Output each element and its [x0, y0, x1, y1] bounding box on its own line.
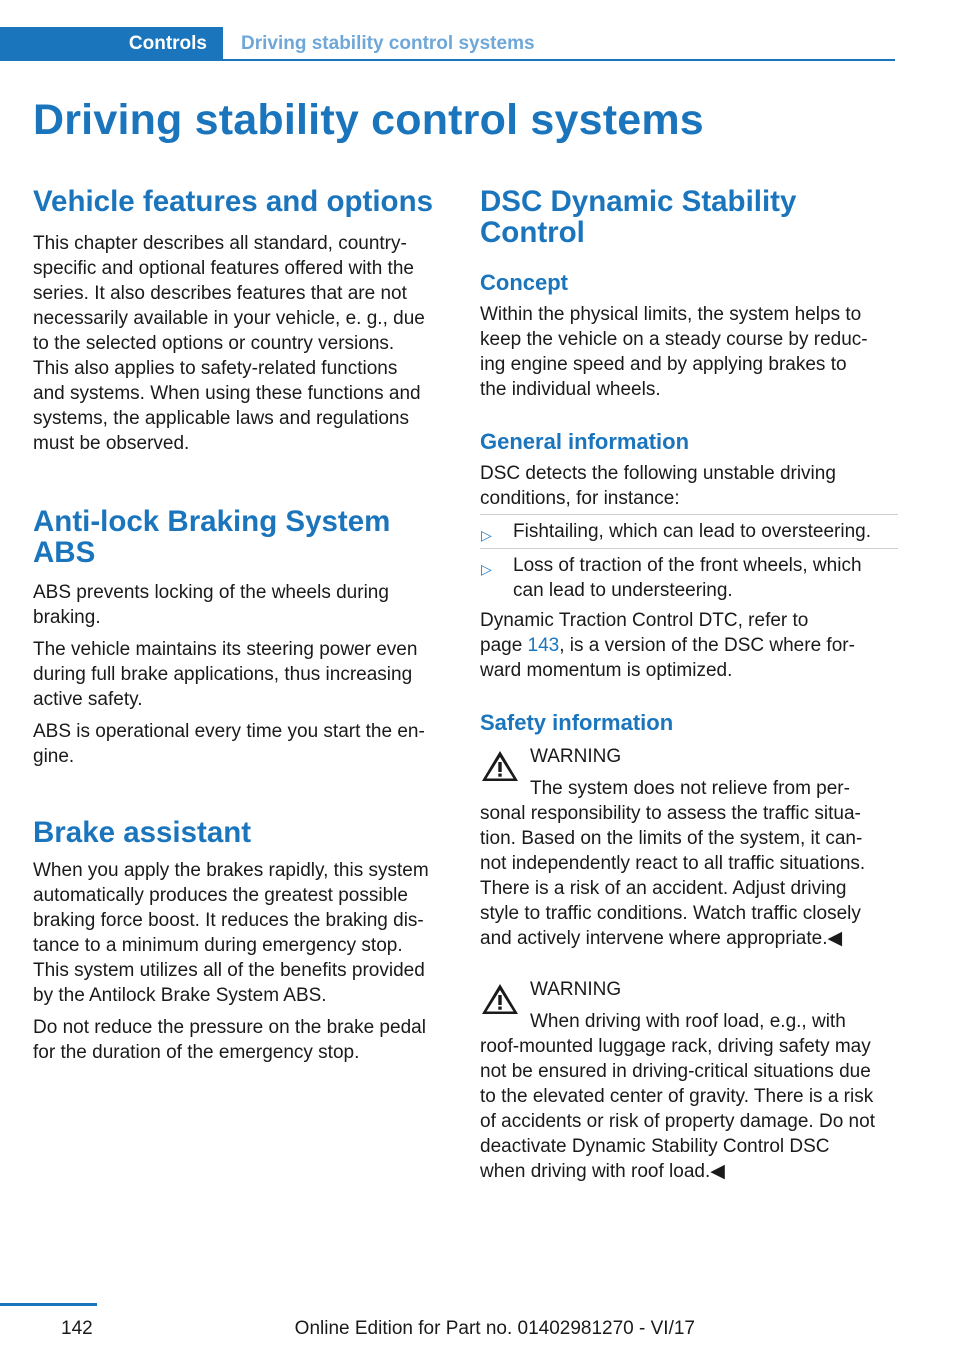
warning-box-2	[480, 977, 898, 1184]
general-information-heading: General information	[480, 429, 690, 454]
section-title-header[interactable]: Driving stability control systems	[241, 33, 535, 54]
page-143-link[interactable]: 143	[527, 635, 560, 656]
abs-heading: Anti-lock Braking System ABS	[33, 505, 391, 569]
header-rule	[223, 59, 895, 61]
right-column	[480, 186, 898, 1184]
chapter-title: Driving stability control systems	[33, 96, 704, 144]
warning-label: WARNING	[530, 979, 622, 1000]
warning-triangle-icon	[480, 981, 520, 1017]
brake-assistant-paragraph-1: When you apply the brakes rapidly, this system automatically produces the greatest possible braking force boost. It reduces the braking dis- tance to a minimum during emergency stop. This system utilizes all of the benefits provided by the Antilock Brake System ABS.	[33, 860, 429, 1006]
list-item: ▷ Fishtailing, which can lead to oversteering.	[480, 514, 898, 548]
warning-2-text: When driving with roof load, e.g., with roof-mounted luggage rack, driving safety may not be ensured in driving-critical situations due to the elevated center of gravity. There is a risk of accidents or risk of property damage. Do not deactivate Dynamic Stability Control DSC when driving with roof load.◀	[480, 1011, 875, 1182]
dtc-reference-text: Dynamic Traction Control DTC, refer to page 143, is a version of the DSC where for- ward momentum is optimized.	[480, 610, 855, 681]
abs-paragraph-1: ABS prevents locking of the wheels during braking.	[33, 582, 389, 628]
brake-assistant-heading: Brake assistant	[33, 816, 252, 849]
list-item: ▷ Loss of traction of the front wheels, which can lead to understeering.	[480, 548, 898, 607]
abs-paragraph-3: ABS is operational every time you start the en- gine.	[33, 721, 425, 767]
vehicle-features-text: This chapter describes all standard, country- specific and optional features offered with the series. It also describes features that are not necessarily available in your vehicle, e. g., due to the selected options or country versions. This also applies to safety-related functions and systems. When using these functions and systems, the applicable laws and regulations must be observed.	[33, 233, 425, 454]
concept-text: Within the physical limits, the system helps to keep the vehicle on a steady course by reduc- ing engine speed and by applying brakes to the individual wheels.	[480, 304, 868, 400]
warning-1-text: The system does not relieve from per- sonal responsibility to assess the traffic situa- tion. Based on the limits of the system, it can- not independently react to all traffic situations. There is a risk of an accident. Adjust driving style to traffic conditions. Watch traffic closely and actively intervene where appropriate.◀	[480, 778, 866, 949]
vehicle-features-heading: Vehicle features and options	[33, 185, 433, 218]
warning-label: WARNING	[530, 746, 622, 767]
warning-triangle-icon	[480, 748, 520, 784]
triangle-bullet-icon: ▷	[481, 561, 492, 577]
chapter-tab-label: Controls	[128, 33, 207, 54]
concept-heading: Concept	[480, 270, 568, 295]
unstable-conditions-list	[480, 514, 898, 607]
safety-information-heading: Safety information	[480, 710, 674, 735]
edition-note: Online Edition for Part no. 01402981270 - VI/17	[294, 1318, 695, 1339]
brake-assistant-paragraph-2: Do not reduce the pressure on the brake pedal for the duration of the emergency stop.	[33, 1017, 426, 1063]
page-number: 142	[61, 1318, 93, 1339]
footer-rule	[0, 1303, 97, 1306]
page-header	[0, 27, 895, 61]
left-column	[33, 186, 449, 1065]
warning-box-1	[480, 744, 898, 951]
chapter-tab[interactable]	[0, 27, 223, 61]
triangle-bullet-icon: ▷	[481, 527, 492, 543]
dsc-heading: DSC Dynamic Stability Control	[480, 185, 797, 249]
general-information-text: DSC detects the following unstable driving conditions, for instance:	[480, 463, 836, 509]
abs-paragraph-2: The vehicle maintains its steering power even during full brake applications, thus increasing active safety.	[33, 639, 418, 710]
